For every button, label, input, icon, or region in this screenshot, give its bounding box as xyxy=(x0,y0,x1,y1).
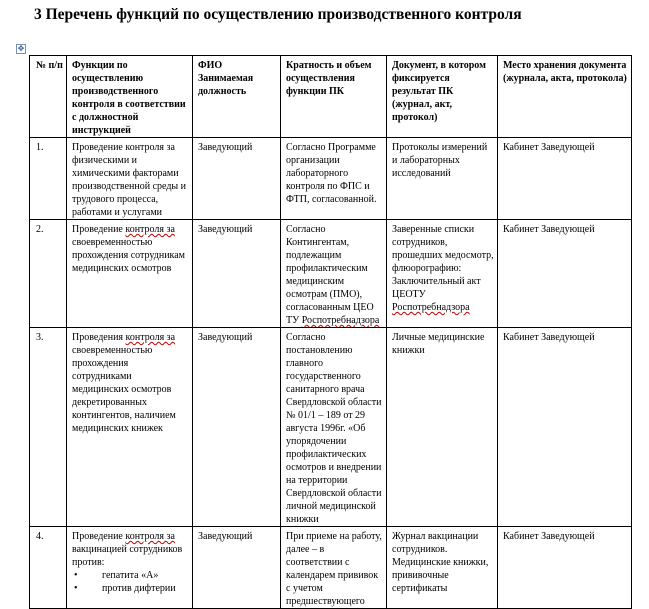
list-item: • против дифтерии xyxy=(72,582,189,595)
row-frequency xyxy=(281,220,387,328)
row-storage: Кабинет Заведующей xyxy=(498,527,632,609)
production-control-table xyxy=(29,55,632,609)
row-number: 2. xyxy=(30,220,67,328)
row-storage: Кабинет Заведующей xyxy=(498,328,632,527)
row-number: 1. xyxy=(30,138,67,220)
row-person: Заведующий xyxy=(193,328,281,527)
row-function: Проведение контроля за физическими и химическими факторами производственной среды и трудового процесса, работами и услугами xyxy=(67,138,193,220)
header-document: Документ, в котором фиксируется результат ПК (журнал, акт, протокол) xyxy=(387,56,498,138)
function-text: своевременностью прохождения сотрудниками медицинских осмотров декретированных контингентов, наличием медицинских книжек xyxy=(72,345,176,434)
table-row xyxy=(30,220,632,328)
table-row xyxy=(30,328,632,527)
table-header-row xyxy=(30,56,632,138)
table-move-handle-icon[interactable]: ✥ xyxy=(17,44,25,53)
row-person: Заведующий xyxy=(193,527,281,609)
row-document: Личные медицинские книжки xyxy=(387,328,498,527)
header-storage: Место хранения документа (журнала, акта, протокола) xyxy=(498,56,632,138)
row-person: Заведующий xyxy=(193,138,281,220)
header-number: № п/п xyxy=(30,56,67,138)
spellcheck-flagged-text: контроля за xyxy=(125,531,175,542)
page-title: 3 Перечень функций по осуществлению производственного контроля xyxy=(34,6,522,23)
spellcheck-flagged-text: Роспотребнадзора xyxy=(301,315,380,326)
function-text: Проведение xyxy=(72,531,126,542)
row-document: Журнал вакцинации сотрудников. Медицинские книжки, прививочные сертификаты xyxy=(387,527,498,609)
row-storage: Кабинет Заведующей xyxy=(498,138,632,220)
spellcheck-flagged-text: контроля за xyxy=(125,224,175,235)
header-function: Функции по осуществлению производственного контроля в соответствии с должностной инструкцией xyxy=(67,56,193,138)
row-number: 4. xyxy=(30,527,67,609)
row-person: Заведующий xyxy=(193,220,281,328)
header-person: ФИО Занимаемая должность xyxy=(193,56,281,138)
frequency-text: Согласно Контингентам, подлежащим профилактическим медицинским осмотрам (ПМО), согласованным ЦЕО ТУ xyxy=(286,224,374,326)
table-row xyxy=(30,527,632,609)
table-row xyxy=(30,138,632,220)
row-function xyxy=(67,220,193,328)
row-frequency: Согласно постановлению главного государственного санитарного врача Свердловской области № 01/1 – 189 от 29 августа 1996г. «Об упорядочении профилактических осмотров и внедрении на территории Свердловской области личной медицинской книжки xyxy=(281,328,387,527)
function-text: вакцинацией сотрудников против: xyxy=(72,544,183,568)
vaccination-list xyxy=(72,569,189,595)
function-text: своевременностью прохождения сотрудникам медицинских осмотров xyxy=(72,237,186,274)
row-frequency: Согласно Программе организации лабораторного контроля по ФПС и ФТП, согласованной. xyxy=(281,138,387,220)
document-text: Заверенные списки сотрудников, прошедших медосмотр, флюорографию: Заключительный акт ЦЕОТУ xyxy=(392,224,494,300)
row-function xyxy=(67,527,193,609)
row-storage: Кабинет Заведующей xyxy=(498,220,632,328)
spellcheck-flagged-text: Роспотребнадзора xyxy=(392,302,470,313)
row-function xyxy=(67,328,193,527)
row-document xyxy=(387,220,498,328)
spellcheck-flagged-text: контроля за xyxy=(125,332,176,343)
header-frequency: Кратность и объем осуществления функции ПК xyxy=(281,56,387,138)
function-text: Проведения xyxy=(72,332,126,343)
list-item: • гепатита «А» xyxy=(72,569,189,582)
function-text: Проведение xyxy=(72,224,126,235)
row-document: Протоколы измерений и лабораторных исследований xyxy=(387,138,498,220)
row-number: 3. xyxy=(30,328,67,527)
row-frequency: При приеме на работу, далее – в соответствии с календарем прививок с учетом предшествующего xyxy=(281,527,387,609)
